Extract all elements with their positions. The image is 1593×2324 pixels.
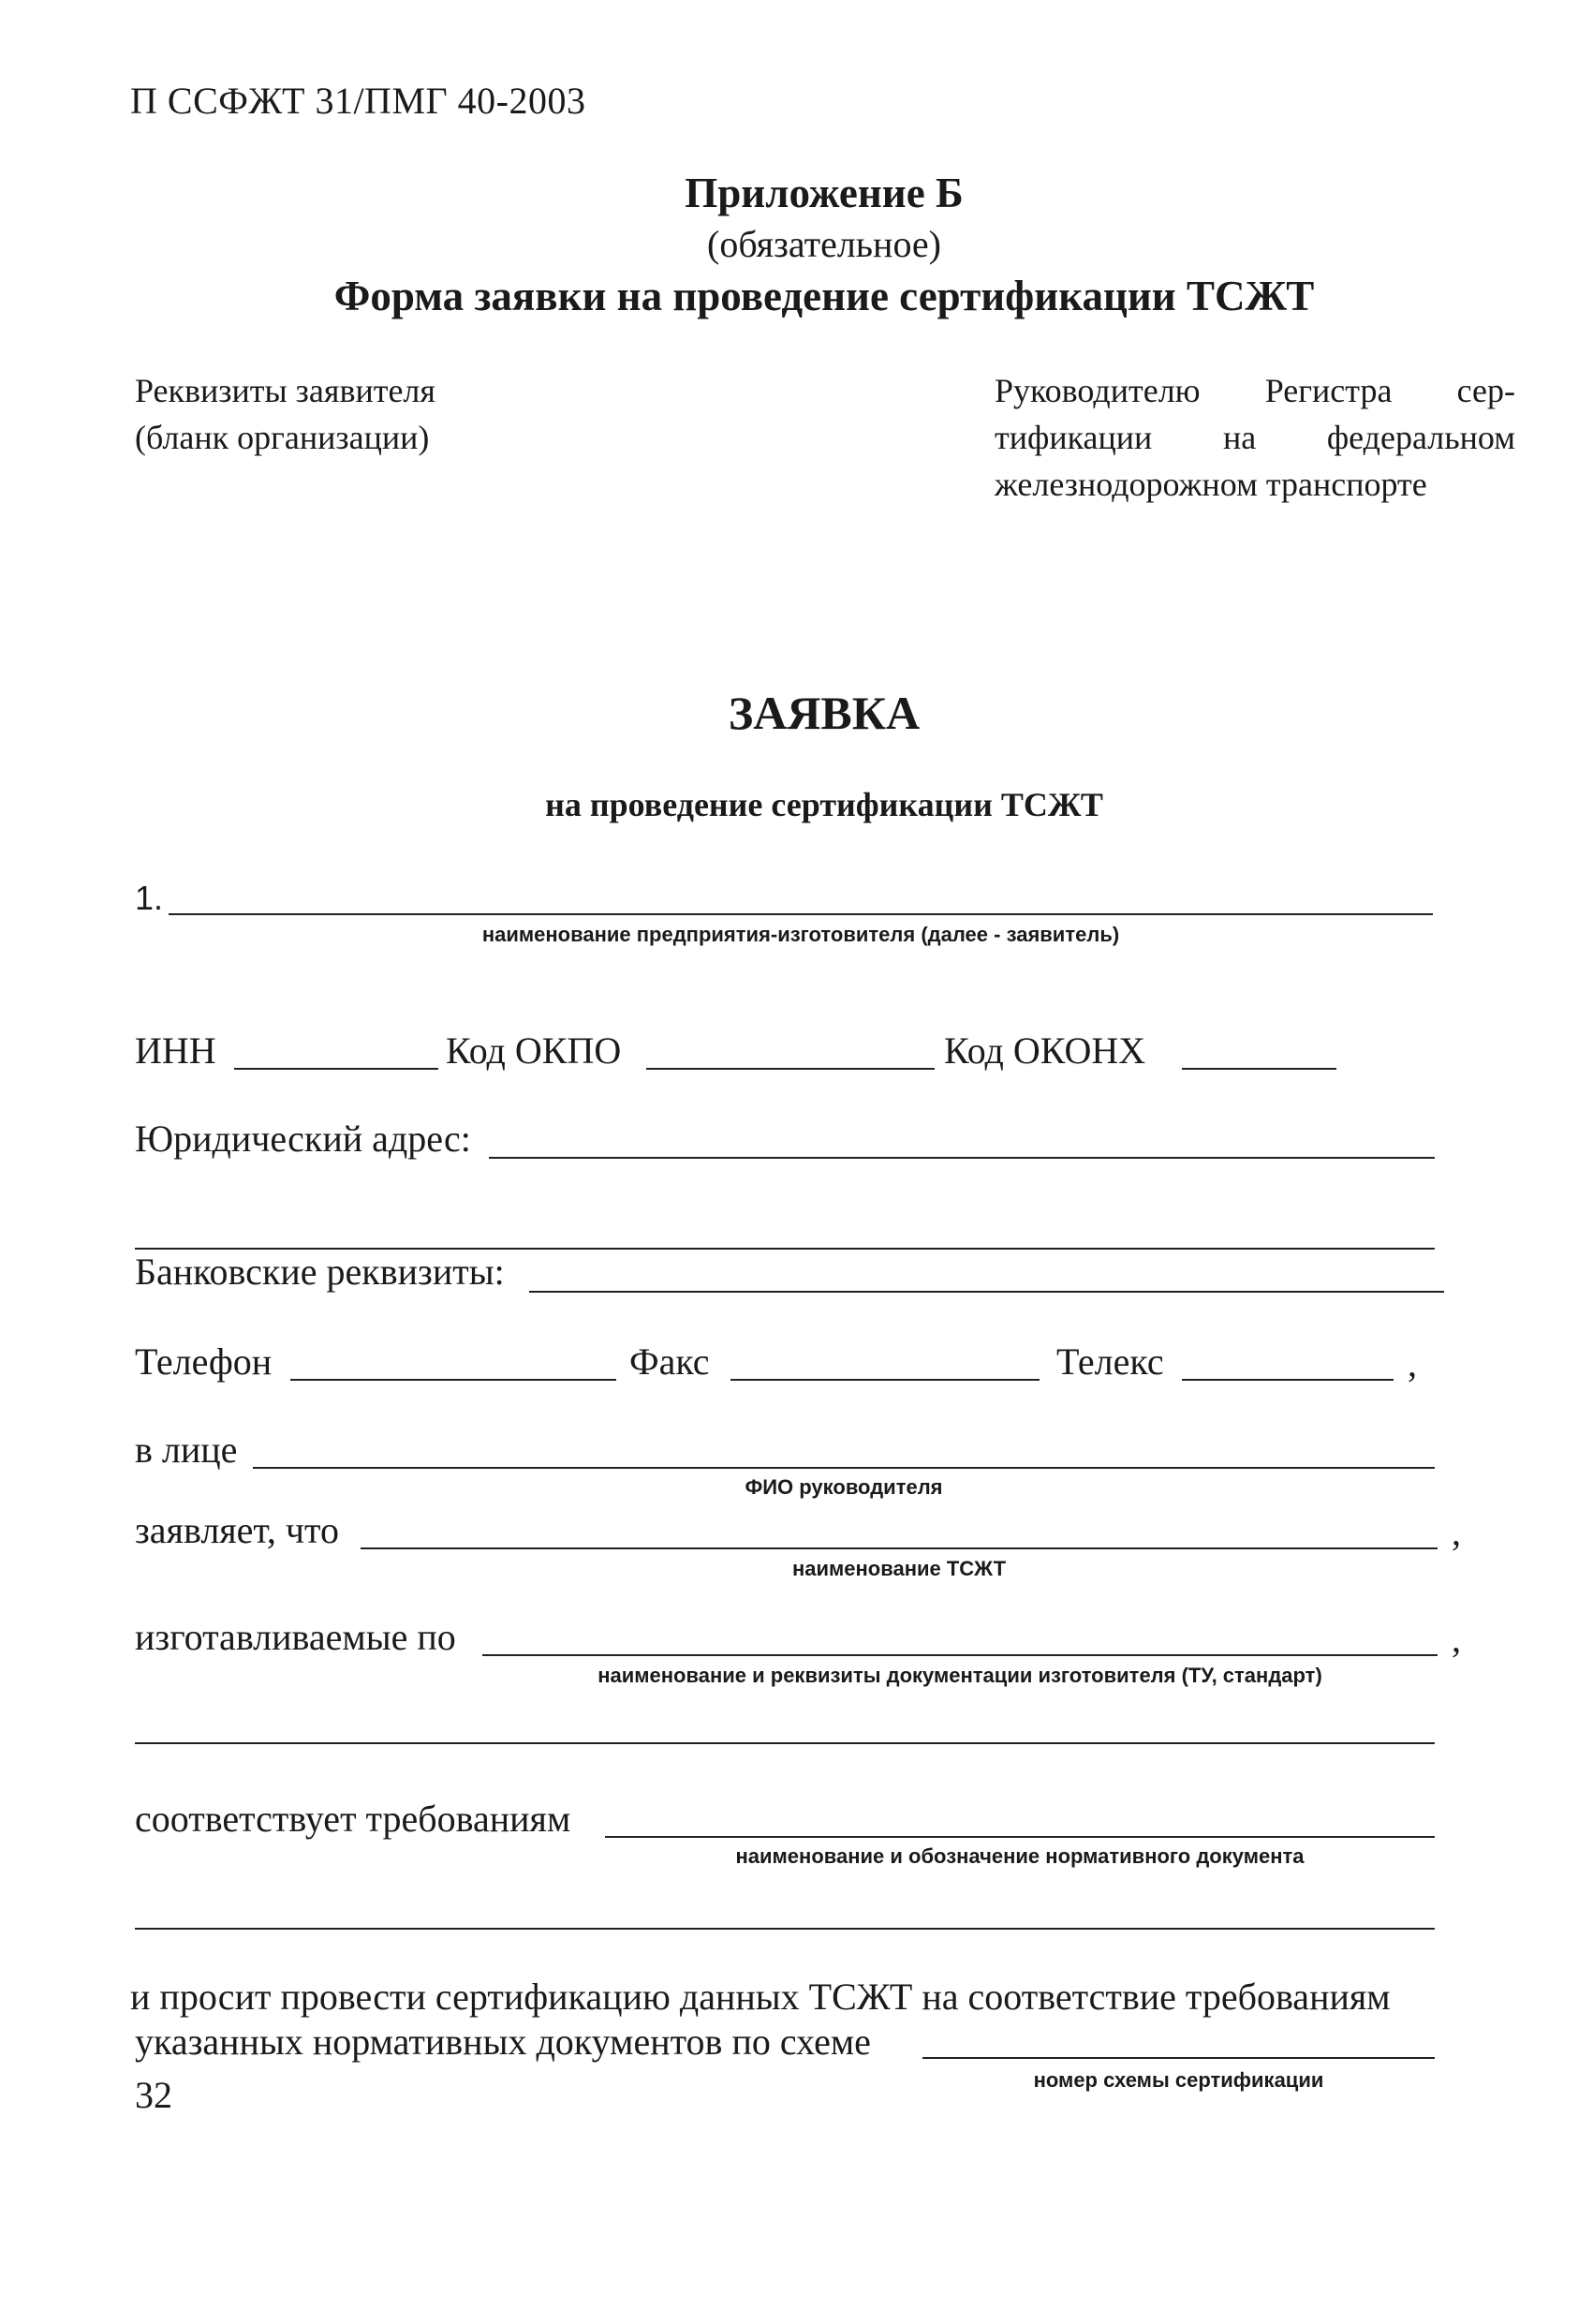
director-name-field[interactable] — [253, 1467, 1435, 1469]
page-number: 32 — [135, 2074, 172, 2116]
applicant-requisites-line: (бланк организации) — [135, 419, 430, 456]
application-subheading: на проведение сертификации ТСЖТ — [545, 786, 1103, 823]
comma: , — [1452, 1618, 1461, 1660]
product-name-caption: наименование ТСЖТ — [791, 1557, 1007, 1580]
manufacturer-docs-field-continued[interactable] — [135, 1742, 1435, 1744]
legal-address-field[interactable] — [489, 1157, 1435, 1159]
fax-label: Факс — [629, 1340, 710, 1383]
request-text-line1: и просит провести сертификацию данных ТСЖТ на соответствие требованиям — [130, 1976, 1391, 2018]
appendix-status: (обязательное) — [707, 223, 941, 265]
manufacturer-name-line[interactable] — [169, 913, 1433, 915]
product-name-field[interactable] — [361, 1547, 1438, 1549]
manufactured-label: изготавливаемые по — [135, 1616, 456, 1658]
normative-document-field[interactable] — [605, 1836, 1435, 1838]
okpo-field[interactable] — [646, 1068, 935, 1070]
telex-label: Телекс — [1056, 1340, 1164, 1383]
declares-label: заявляет, что — [135, 1509, 339, 1551]
director-name-caption: ФИО руководителя — [745, 1475, 943, 1499]
request-text-line2: указанных нормативных документов по схеме — [135, 2021, 871, 2063]
phone-field[interactable] — [290, 1379, 616, 1381]
inn-label: ИНН — [135, 1029, 216, 1072]
bank-details-field[interactable] — [529, 1291, 1444, 1293]
appendix-title: Приложение Б — [685, 170, 964, 216]
comma: , — [1452, 1511, 1461, 1553]
okonh-field[interactable] — [1182, 1068, 1336, 1070]
document-code: П ССФЖТ 31/ПМГ 40-2003 — [130, 80, 586, 122]
applicant-requisites-line: Реквизиты заявителя — [135, 372, 435, 409]
addressee-line: железнодорожном транспорте — [995, 466, 1427, 503]
normative-document-field-continued[interactable] — [135, 1928, 1435, 1930]
addressee-block — [995, 367, 1515, 508]
addressee-line: тификации на федеральном — [995, 419, 1515, 456]
fax-field[interactable] — [730, 1379, 1040, 1381]
addressee-line: Руководителю Регистра сер- — [995, 372, 1515, 409]
normative-document-caption: наименование и обозначение нормативного документа — [735, 1844, 1305, 1868]
inn-field[interactable] — [234, 1068, 438, 1070]
in-person-label: в лице — [135, 1428, 238, 1471]
applicant-requisites — [135, 367, 435, 461]
manufacturer-docs-caption: наименование и реквизиты документации изготовителя (ТУ, стандарт) — [597, 1664, 1322, 1687]
phone-label: Телефон — [135, 1340, 273, 1383]
scheme-number-caption: номер схемы сертификации — [1033, 2068, 1324, 2092]
legal-address-label: Юридический адрес: — [135, 1118, 471, 1160]
manufacturer-docs-field[interactable] — [482, 1654, 1438, 1656]
bank-details-label: Банковские реквизиты: — [135, 1251, 505, 1293]
scheme-number-field[interactable] — [922, 2057, 1435, 2059]
okpo-label: Код ОКПО — [446, 1029, 622, 1072]
item-number: 1. — [135, 879, 164, 917]
complies-label: соответствует требованиям — [135, 1798, 571, 1840]
comma: , — [1408, 1342, 1417, 1384]
form-title: Форма заявки на проведение сертификации ТСЖТ — [333, 273, 1315, 319]
application-heading: ЗАЯВКА — [728, 687, 921, 739]
okonh-label: Код ОКОНХ — [944, 1029, 1146, 1072]
manufacturer-name-caption: наименование предприятия-изготовителя (далее - заявитель) — [481, 923, 1120, 946]
telex-field[interactable] — [1182, 1379, 1394, 1381]
